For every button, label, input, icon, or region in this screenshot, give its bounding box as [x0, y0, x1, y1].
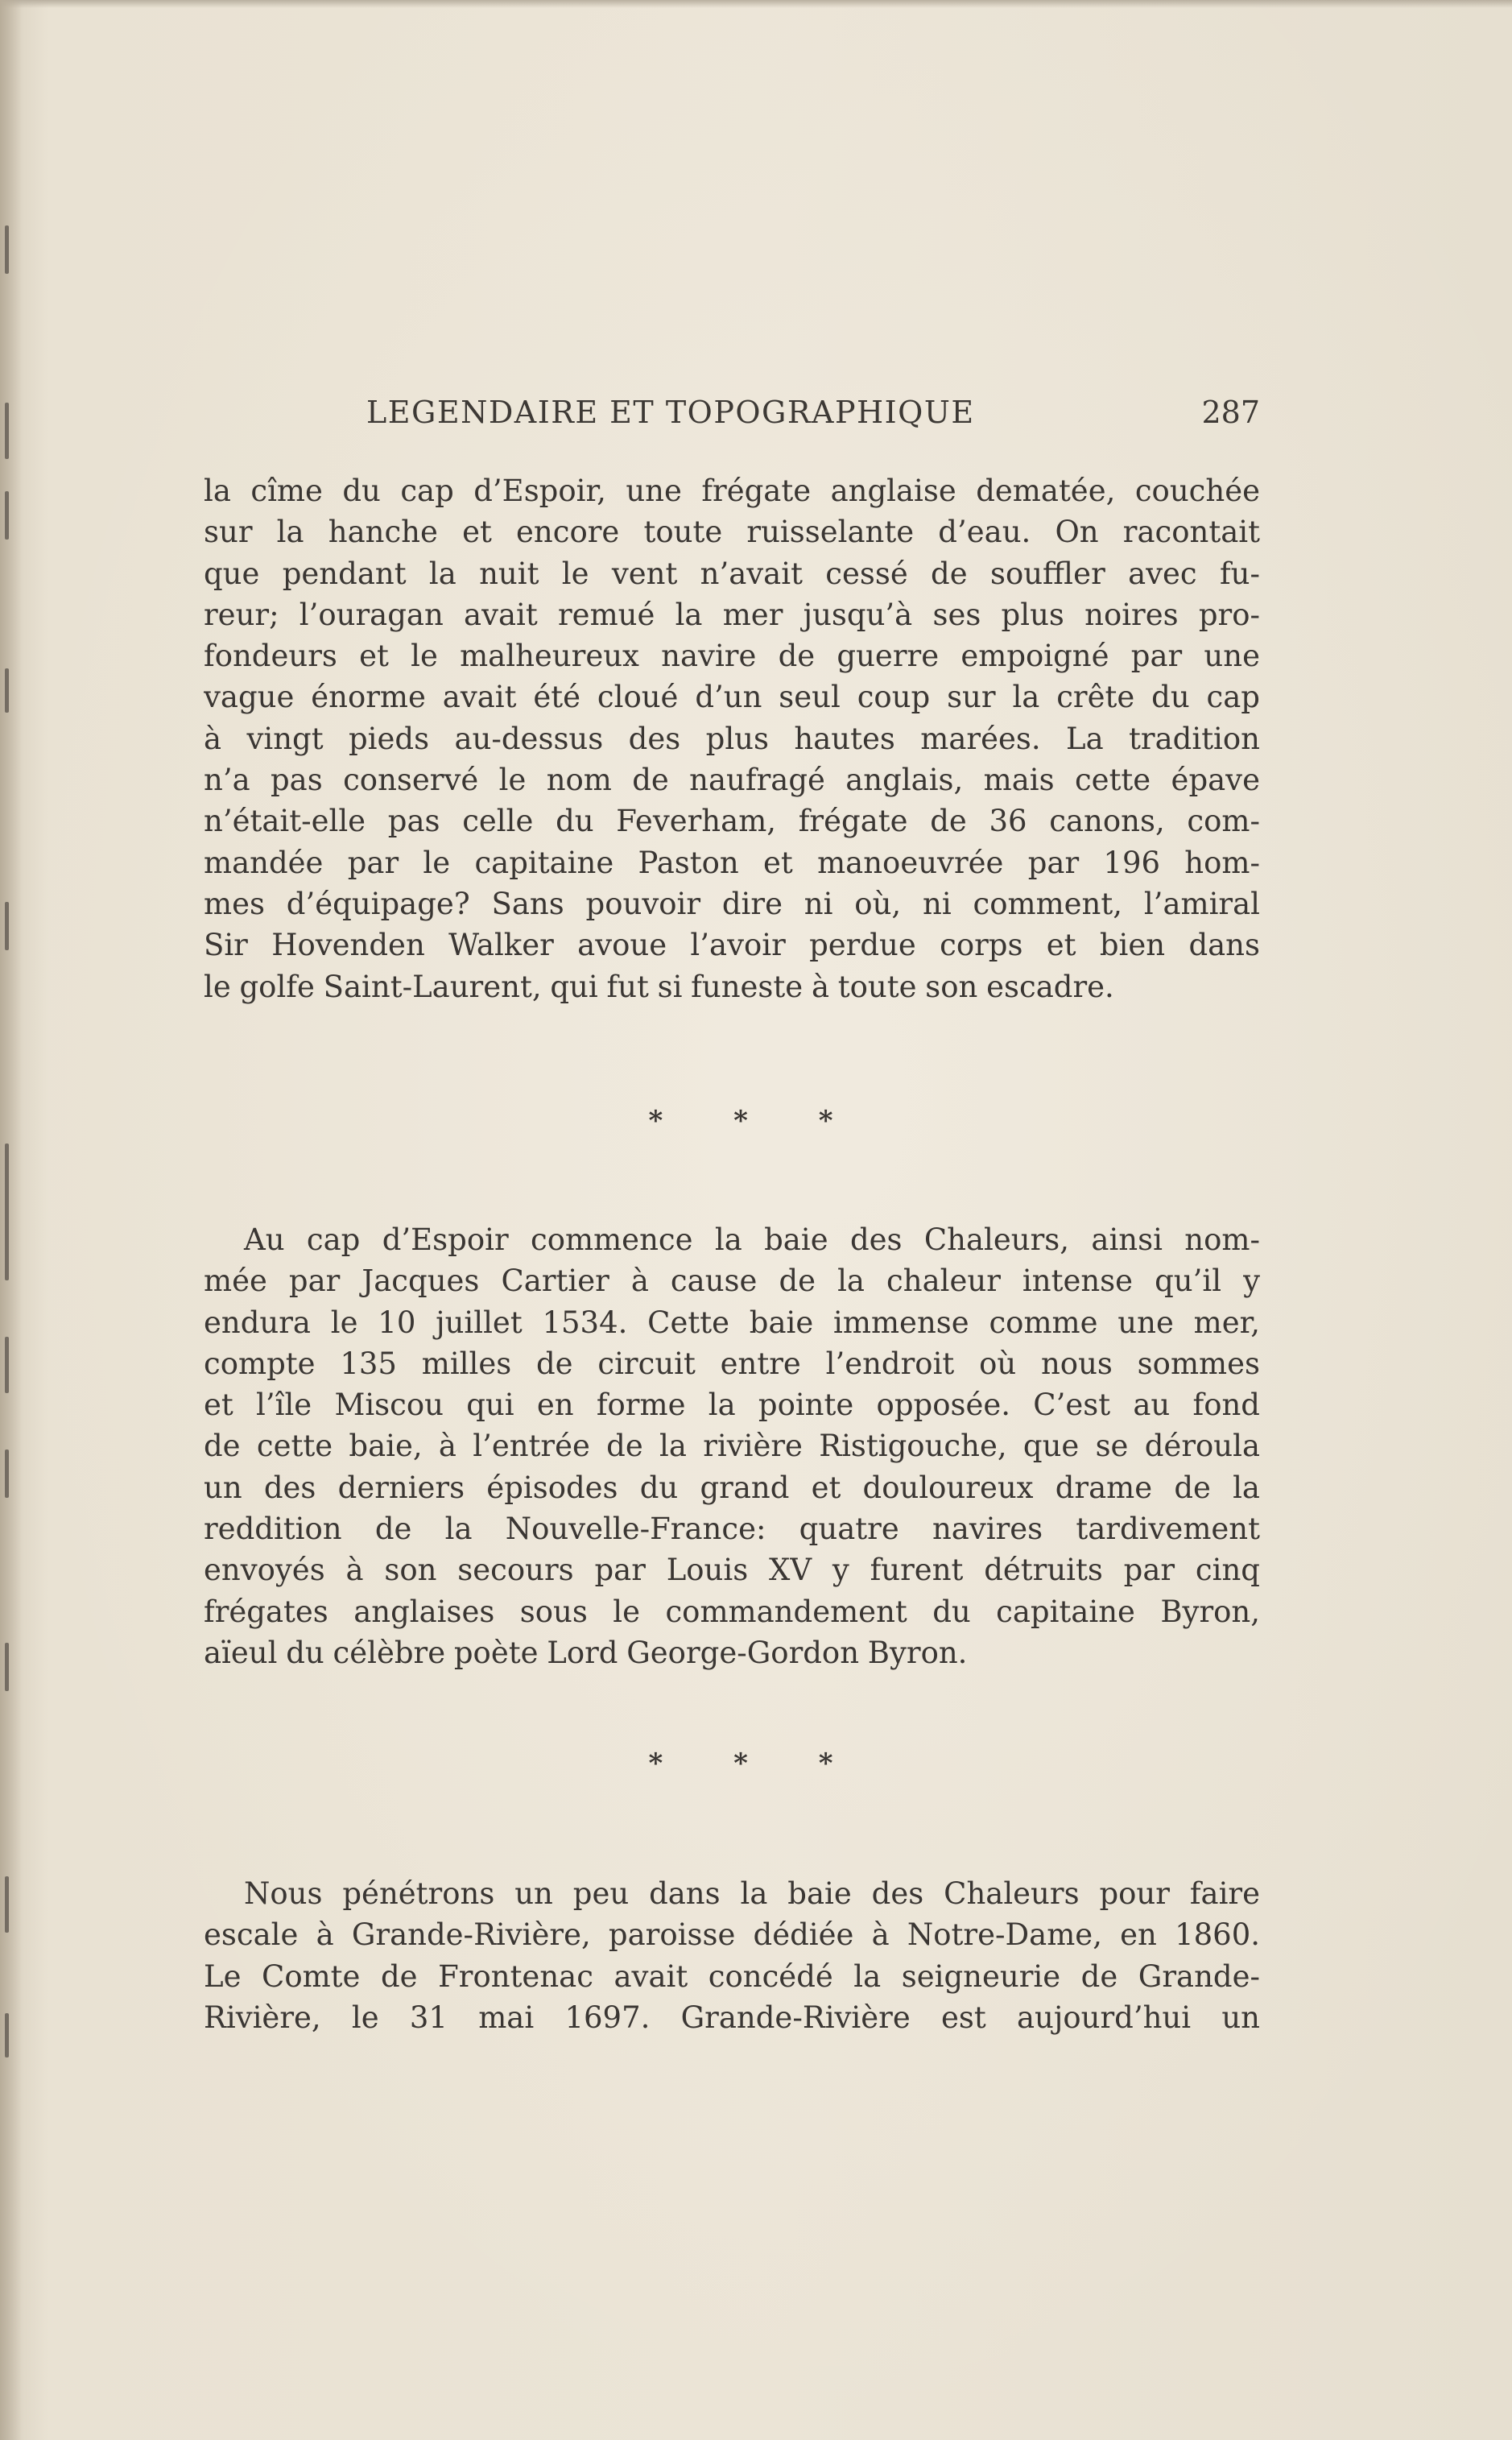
text-line: la cîme du cap d’Espoir, une frégate anglaise dematée, couchée	[204, 474, 1260, 508]
running-header	[366, 388, 1260, 436]
section-separator: * * *	[648, 1747, 864, 1780]
text-line: fondeurs et le malheureux navire de guerre empoigné par une	[204, 639, 1260, 674]
paragraph-1	[204, 470, 1260, 1007]
text-line: compte 135 milles de circuit entre l’endroit où nous sommes	[204, 1346, 1260, 1381]
text-line: Le Comte de Frontenac avait concédé la seigneurie de Grande-	[204, 1958, 1260, 1994]
text-line: reur; l’ouragan avait remué la mer jusqu’à ses plus noires pro-	[204, 597, 1260, 632]
text-line: mes d’équipage? Sans pouvoir dire ni où, ni comment, l’amiral	[204, 886, 1260, 921]
binding-mark	[5, 2013, 9, 2057]
page-top-edge	[0, 0, 1512, 8]
section-separator: * * *	[648, 1105, 864, 1137]
text-line: aïeul du célèbre poète Lord George-Gordon Byron.	[204, 1635, 968, 1670]
binding-mark	[5, 403, 9, 459]
binding-mark	[5, 491, 9, 540]
running-title: LEGENDAIRE ET TOPOGRAPHIQUE	[366, 395, 975, 430]
text-line: sur la hanche et encore toute ruisselante d’eau. On racontait	[204, 515, 1260, 550]
text-line: envoyés à son secours par Louis XV y furent détruits par cinq	[204, 1553, 1260, 1588]
text-line: mée par Jacques Cartier à cause de la chaleur intense qu’il y	[204, 1263, 1260, 1299]
binding-mark	[5, 1643, 9, 1691]
binding-mark	[5, 1337, 9, 1393]
text-line: frégates anglaises sous le commandement du capitaine Byron,	[204, 1594, 1260, 1629]
page-binding-edge	[0, 0, 23, 2440]
text-line: Au cap d’Espoir commence la baie des Chaleurs, ainsi nom-	[244, 1222, 1260, 1257]
binding-mark	[5, 902, 9, 950]
text-line: à vingt pieds au-dessus des plus hautes marées. La tradition	[204, 721, 1260, 756]
text-line: vague énorme avait été cloué d’un seul coup sur la crête du cap	[204, 680, 1260, 715]
text-line: que pendant la nuit le vent n’avait cessé de souffler avec fu-	[204, 556, 1260, 591]
text-line: n’a pas conservé le nom de naufragé anglais, mais cette épave	[204, 763, 1260, 798]
binding-mark	[5, 668, 9, 713]
paragraph-3	[204, 1873, 1260, 2038]
text-line: endura le 10 juillet 1534. Cette baie immense comme une mer,	[204, 1305, 1260, 1340]
text-line: Rivière, le 31 mai 1697. Grande-Rivière est aujourd’hui un	[204, 2000, 1260, 2035]
text-line: escale à Grande-Rivière, paroisse dédiée à Notre-Dame, en 1860.	[204, 1917, 1260, 1953]
text-line: mandée par le capitaine Paston et manoeuvrée par 196 hom-	[204, 845, 1260, 880]
text-line: Nous pénétrons un peu dans la baie des Chaleurs pour faire	[244, 1876, 1260, 1911]
text-line: et l’île Miscou qui en forme la pointe opposée. C’est au fond	[204, 1387, 1260, 1423]
text-line: le golfe Saint-Laurent, qui fut si funeste à toute son escadre.	[204, 969, 1114, 1004]
paragraph-2	[204, 1219, 1260, 1673]
text-line: reddition de la Nouvelle-France: quatre navires tardivement	[204, 1512, 1260, 1547]
binding-mark	[5, 1450, 9, 1498]
page-number: 287	[1201, 395, 1260, 430]
text-line: n’était-elle pas celle du Feverham, frégate de 36 canons, com-	[204, 804, 1260, 839]
text-line: Sir Hovenden Walker avoue l’avoir perdue corps et bien dans	[204, 928, 1260, 963]
binding-mark	[5, 1876, 9, 1933]
text-line: un des derniers épisodes du grand et douloureux drame de la	[204, 1470, 1260, 1505]
binding-mark	[5, 225, 9, 274]
text-line: de cette baie, à l’entrée de la rivière Ristigouche, que se déroula	[204, 1429, 1260, 1464]
binding-mark	[5, 1143, 9, 1280]
